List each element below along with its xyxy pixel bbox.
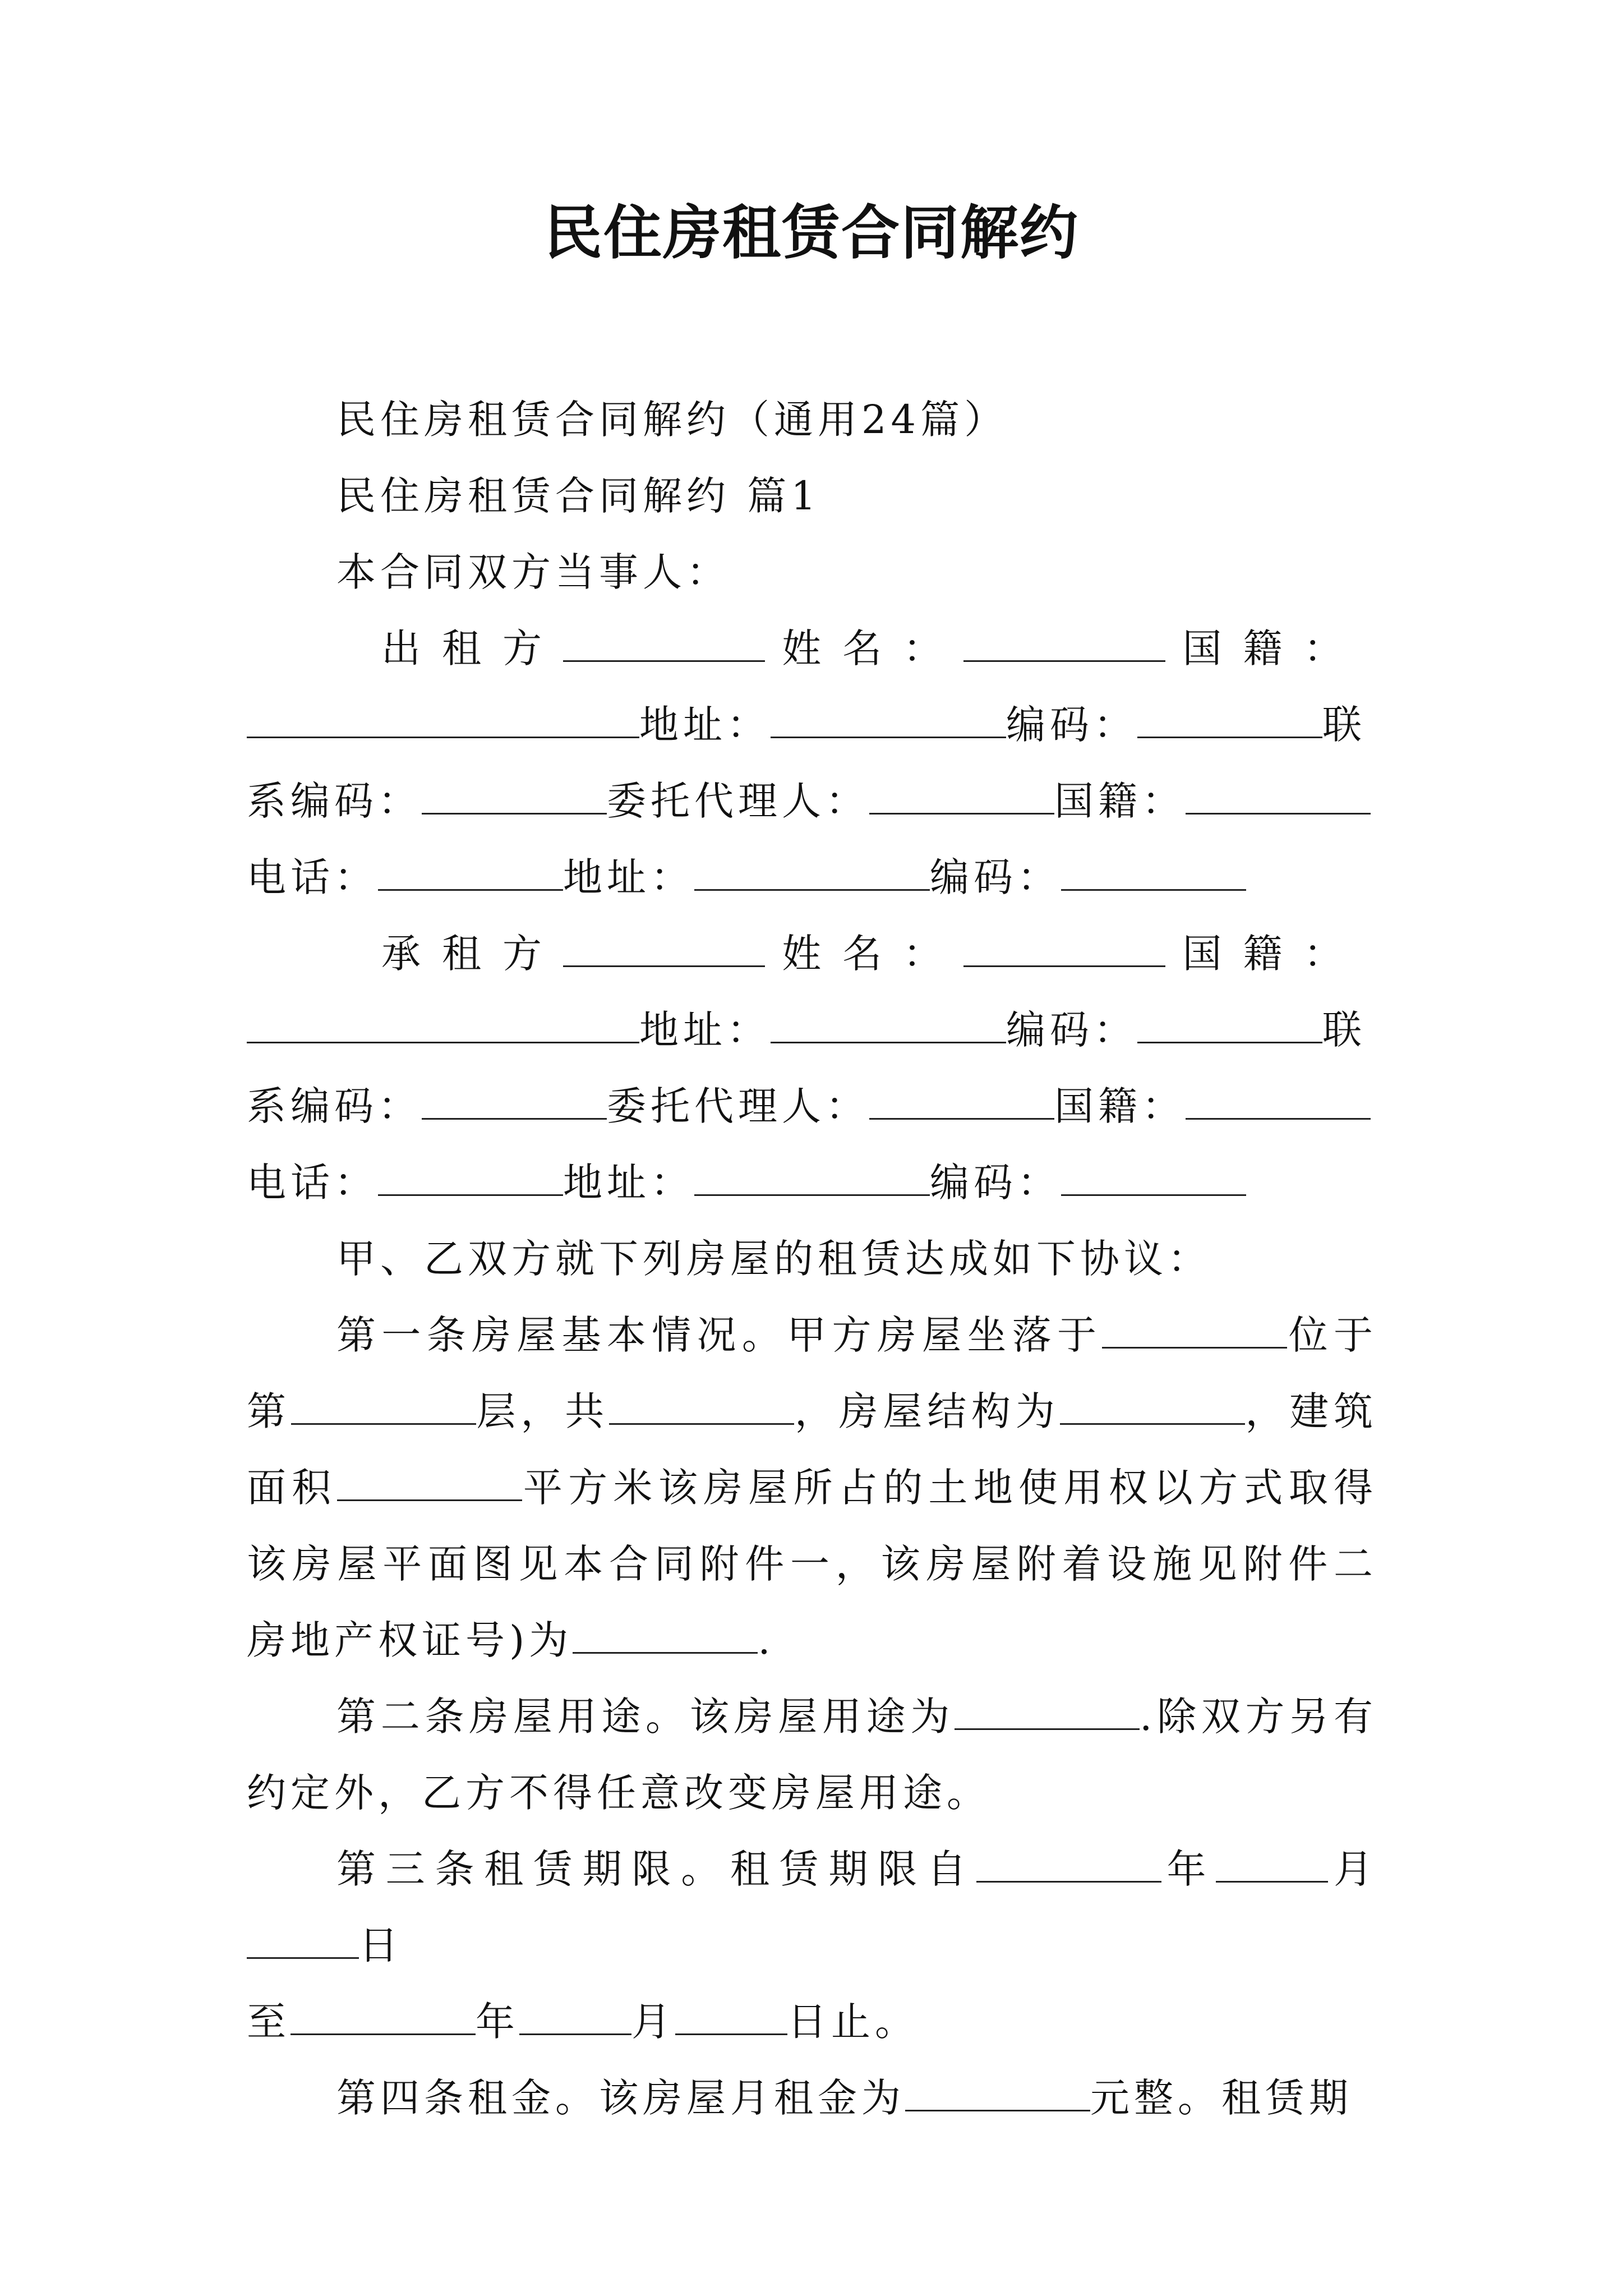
lessor-address-label: 地址： [639, 702, 771, 748]
lessee-block [247, 915, 1377, 1221]
month-label: 月 [631, 1999, 675, 2045]
lessor-agent-code-label: 编码： [930, 854, 1061, 900]
subtitle: 民住房租赁合同解约（通用24篇） [336, 397, 1008, 443]
article-3 [247, 1831, 1377, 2060]
blank-field [675, 1994, 787, 2035]
blank-field [563, 926, 765, 967]
lessee-nationality-label: 国籍： [1182, 931, 1364, 977]
blank-field [976, 1842, 1161, 1883]
lessee-agent-label: 委托代理人： [607, 1083, 869, 1129]
lessee-code-label: 编码： [1006, 1007, 1137, 1053]
article-4 [247, 2060, 1377, 2136]
article-2-text-b: .除双方另有约定外，乙方不得任意改变房屋用途。 [247, 1694, 1377, 1816]
lessor-block [247, 610, 1377, 915]
lessor-agent-nationality-label: 国籍： [1054, 778, 1186, 824]
blank-field [1186, 1079, 1371, 1120]
blank-field [609, 1384, 794, 1425]
lessor-name-label: 姓名： [782, 625, 964, 671]
blank-field [869, 774, 1054, 815]
lessee-label: 承租方 [381, 931, 563, 977]
blank-field [378, 1155, 563, 1196]
blank-field [378, 850, 563, 891]
blank-field [1216, 1842, 1328, 1883]
blank-field [519, 1994, 631, 2035]
lessor-agent-label: 委托代理人： [607, 778, 869, 824]
lessor-code-label: 编码： [1006, 702, 1137, 748]
lessee-agent-nationality-label: 国籍： [1054, 1083, 1186, 1129]
blank-field [1137, 697, 1322, 738]
lessee-address-label: 地址： [639, 1007, 771, 1053]
blank-field [247, 1918, 359, 1959]
month-label: 月 [1328, 1846, 1377, 1892]
article-2 [247, 1678, 1377, 1831]
blank-field [1061, 850, 1246, 891]
article-4-text-a: 第四条租金。该房屋月租金为 [336, 2075, 905, 2121]
blank-field [337, 1460, 522, 1501]
lessee-contact-b: 系编码： [247, 1083, 422, 1129]
article-3-to: 至 [247, 1999, 291, 2045]
document-title: 民住房租赁合同解约 [543, 198, 1079, 267]
day-label: 日 [359, 1922, 403, 1968]
blank-field [694, 1155, 930, 1196]
blank-field [1186, 774, 1371, 815]
article-1-text-d: ，房屋结构为 [794, 1388, 1060, 1434]
blank-field [573, 1613, 758, 1654]
article-3-end: 日止。 [787, 1999, 919, 2045]
lessor-contact-a: 联 [1322, 702, 1366, 748]
blank-field [563, 621, 765, 662]
article-1-text-a: 第一条房屋基本情况。甲方房屋坐落于 [336, 1312, 1103, 1358]
blank-field [422, 774, 607, 815]
blank-field [694, 850, 930, 891]
lessor-nationality-label: 国籍： [1182, 625, 1364, 671]
article-1-text-f: 平方米该房屋所占的土地使用权以方式取得该房屋平面图见本合同附件一，该房屋附着设施见附件二房地产权证号)为 [247, 1465, 1378, 1663]
lessor-phone-label: 电话： [247, 854, 378, 900]
document-body [247, 381, 1377, 2136]
blank-field [869, 1079, 1054, 1120]
blank-field [963, 926, 1165, 967]
intro-line: 本合同双方当事人： [336, 549, 730, 595]
blank-field [1102, 1308, 1287, 1349]
blank-field [771, 1002, 1006, 1043]
lessor-label: 出租方 [381, 625, 563, 671]
blank-field [771, 697, 1006, 738]
lessor-agent-address-label: 地址： [563, 854, 694, 900]
blank-field [247, 697, 639, 738]
blank-field [963, 621, 1165, 662]
article-1-text-e: ，建筑面积 [247, 1388, 1378, 1511]
blank-field [955, 1689, 1140, 1730]
blank-field [291, 1384, 476, 1425]
article-2-text-a: 第二条房屋用途。该房屋用途为 [336, 1694, 955, 1740]
year-label: 年 [476, 1999, 519, 2045]
blank-field [905, 2070, 1090, 2111]
blank-field [422, 1079, 607, 1120]
article-1 [247, 1297, 1377, 1678]
lessor-contact-b: 系编码： [247, 778, 422, 824]
article-1-text-g: . [758, 1617, 775, 1663]
agreement-line: 甲、乙双方就下列房屋的租赁达成如下协议： [336, 1236, 1211, 1282]
section-heading: 民住房租赁合同解约 篇1 [336, 473, 820, 519]
article-1-text-b: 位于第 [247, 1312, 1378, 1434]
blank-field [247, 1002, 639, 1043]
lessee-agent-address-label: 地址： [563, 1159, 694, 1205]
lessee-name-label: 姓名： [782, 931, 964, 977]
blank-field [1061, 1155, 1246, 1196]
year-label: 年 [1161, 1846, 1216, 1892]
article-1-text-c: 层，共 [476, 1388, 610, 1434]
blank-field [1137, 1002, 1322, 1043]
lessee-contact-a: 联 [1322, 1007, 1366, 1053]
lessee-agent-code-label: 编码： [930, 1159, 1061, 1205]
article-4-text-b: 元整。租赁期 [1090, 2075, 1353, 2121]
article-3-text-a: 第三条租赁期限。租赁期限自 [336, 1846, 976, 1892]
lessee-phone-label: 电话： [247, 1159, 378, 1205]
blank-field [291, 1994, 476, 2035]
blank-field [1060, 1384, 1245, 1425]
